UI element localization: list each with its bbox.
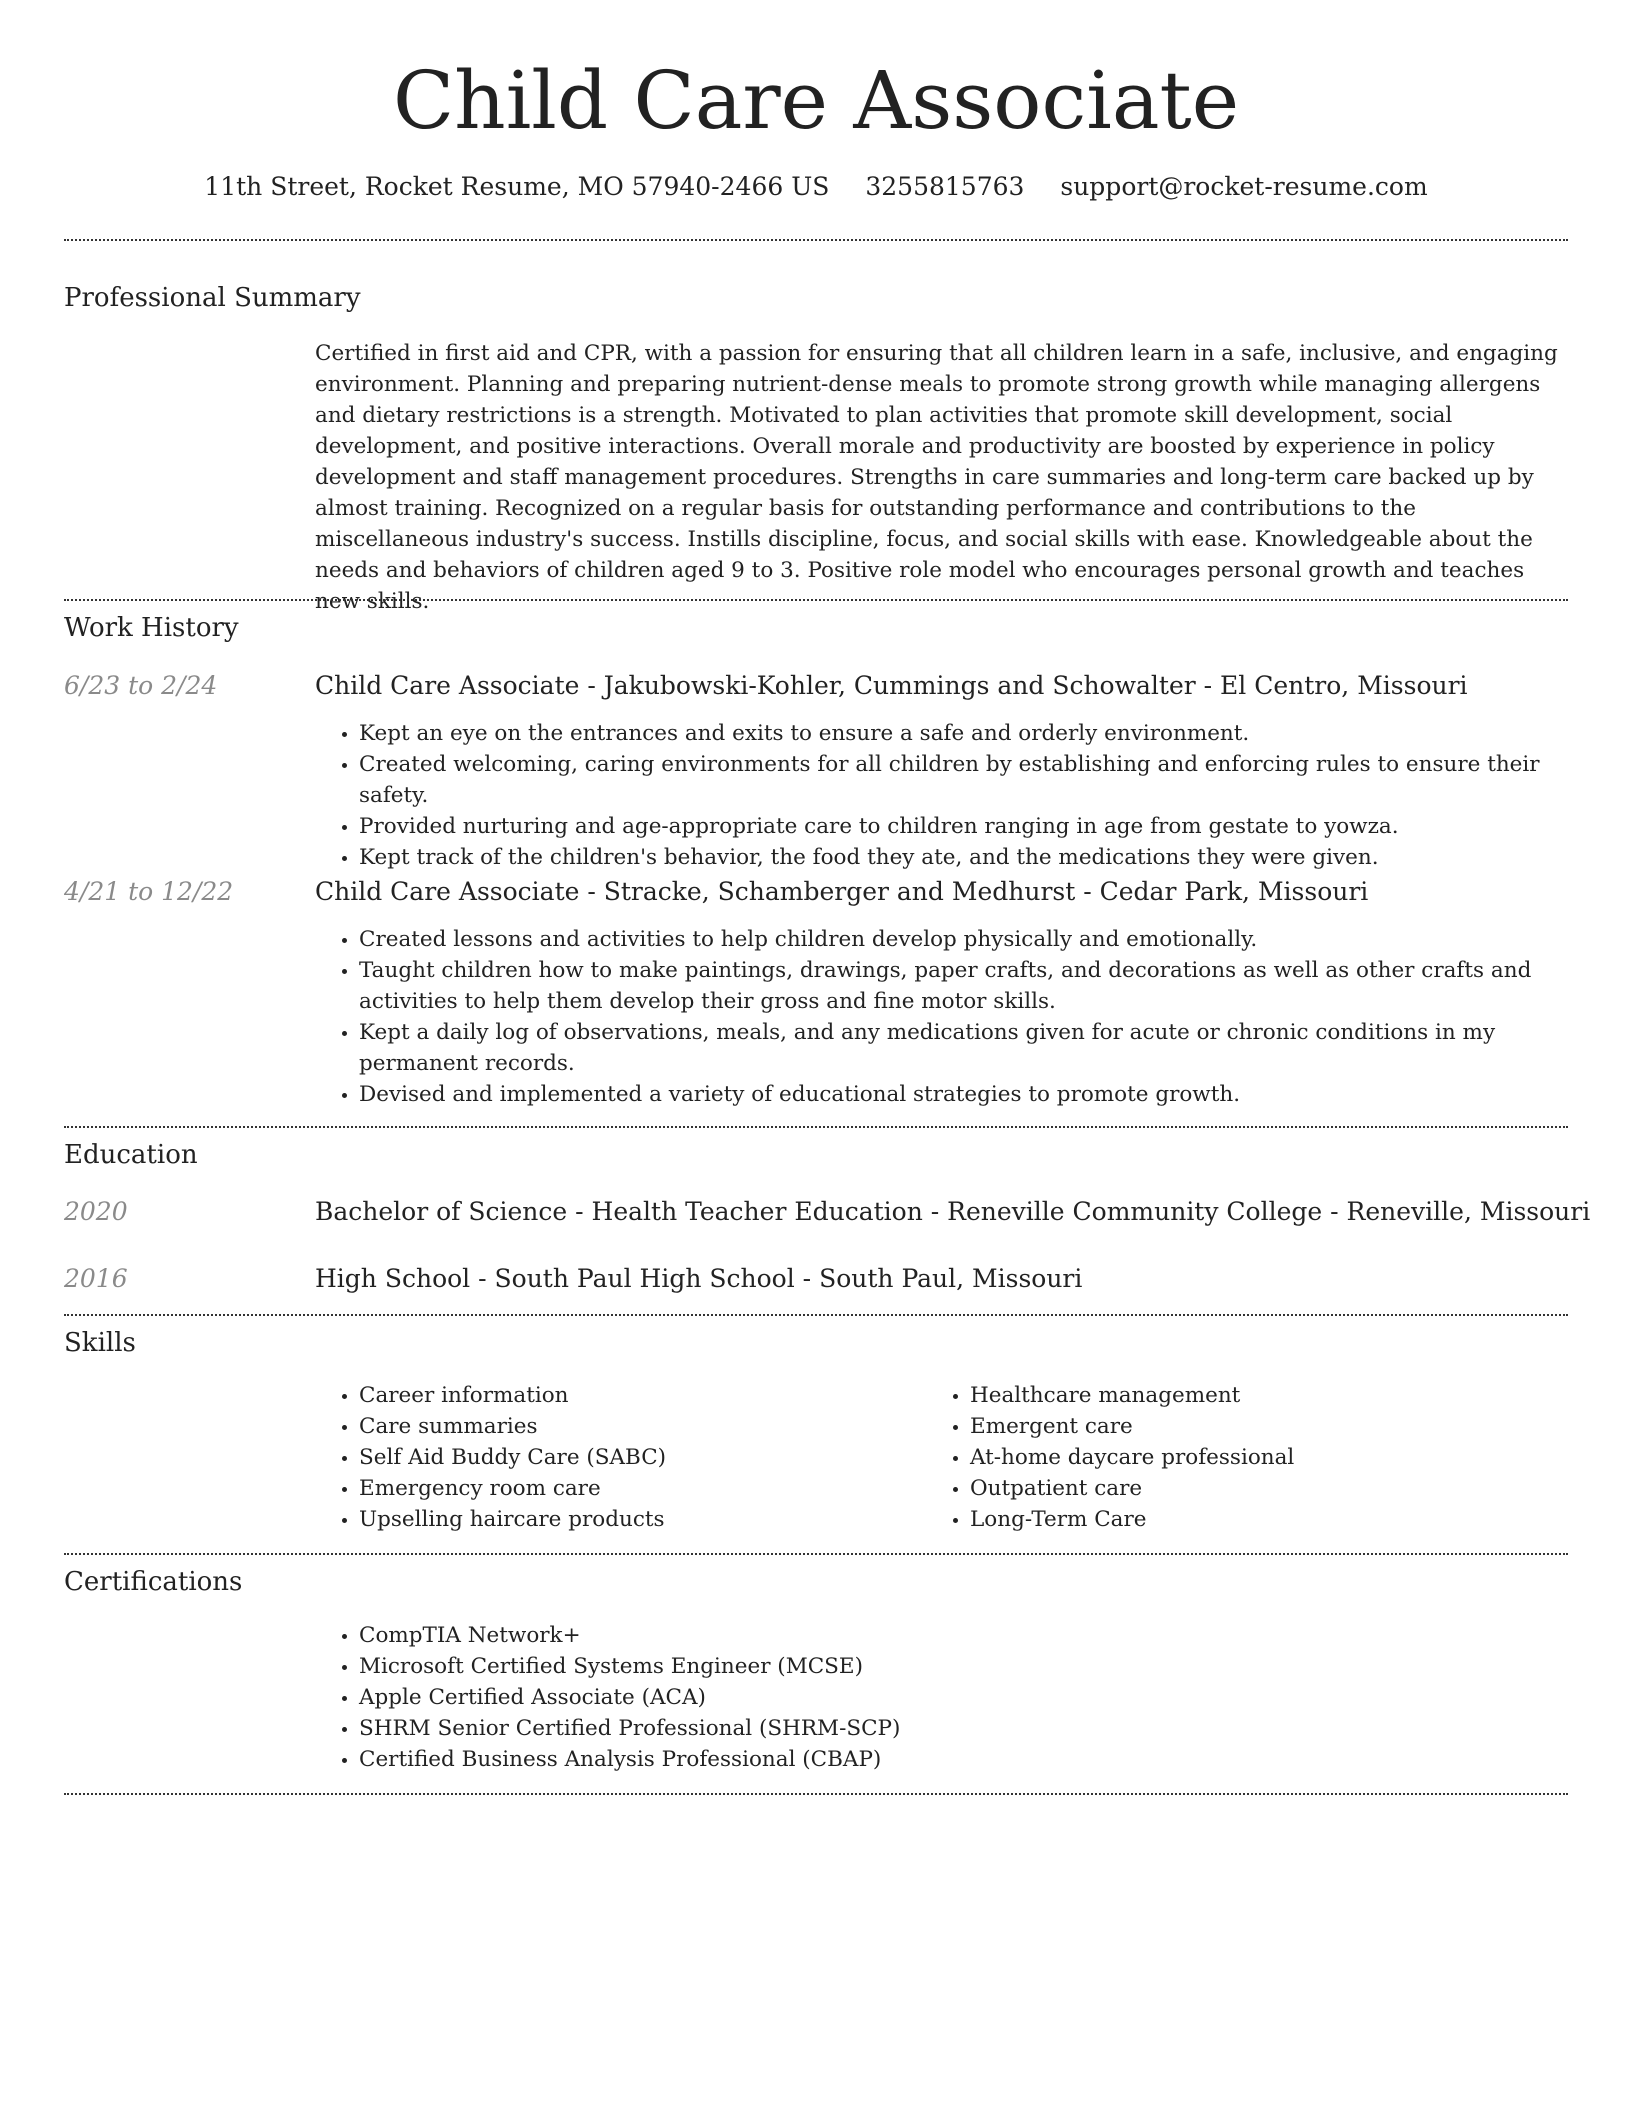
contact-line	[0, 170, 1632, 204]
job-details: - Stracke, Schamberger and Medhurst - Cedar Park, Missouri	[579, 877, 1369, 906]
summary-text: Certified in first aid and CPR, with a passion for ensuring that all children learn in a safe, inclusive, and engaging environment. Planning and preparing nutrient-dense meals to promote strong growth while managing allergens and dietary restrictions is a strength. Motivated to plan activities that promote skill development, social development, and positive interactions. Overall morale and productivity are boosted by experience in policy development and staff management procedures. Strengths in care summaries and long-term care backed up by almost training. Recognized on a regular basis for outstanding performance and contributions to the miscellaneous industry's success. Instills discipline, focus, and social skills with ease. Knowledgeable about the needs and behaviors of children aged 9 to 3. Positive role model who encourages personal growth and teaches new skills.	[315, 341, 1558, 614]
job-details: - Jakubowski-Kohler, Cummings and Schowalter - El Centro, Missouri	[579, 671, 1468, 700]
skill-item: • Emergency room care	[359, 1473, 915, 1504]
section-divider	[64, 1793, 1568, 1795]
job-bullets	[315, 718, 1565, 873]
list-item: • Kept an eye on the entrances and exits to ensure a safe and orderly environment.	[359, 718, 1565, 749]
certification-item: • SHRM Senior Certified Professional (SHRM-SCP)	[359, 1713, 1565, 1744]
certifications-heading: Certifications	[64, 1567, 243, 1597]
work-heading: Work History	[64, 613, 239, 643]
skill-item: • At-home daycare professional	[970, 1442, 1526, 1473]
education-details: - Reneville Community College - Reneville, Missouri	[922, 1197, 1591, 1226]
education-entry	[315, 1195, 1591, 1229]
education-degree: High School	[315, 1264, 471, 1293]
skill-item: • Career information	[359, 1380, 915, 1411]
skills-list-right	[926, 1380, 1526, 1535]
education-heading: Education	[64, 1140, 198, 1170]
section-divider	[64, 1314, 1568, 1316]
certifications-list	[315, 1620, 1565, 1775]
list-item: • Created welcoming, caring environments for all children by establishing and enforcing rules to ensure their safety.	[359, 749, 1565, 811]
certification-item: • Microsoft Certified Systems Engineer (MCSE)	[359, 1651, 1565, 1682]
summary-heading: Professional Summary	[64, 283, 361, 313]
job-title: Child Care Associate	[315, 877, 580, 906]
certification-item: • Certified Business Analysis Professional (CBAP)	[359, 1744, 1565, 1775]
section-divider	[64, 239, 1568, 241]
job-dates: 6/23 to 2/24	[64, 671, 218, 700]
education-degree: Bachelor of Science - Health Teacher Education	[315, 1197, 923, 1226]
list-item: • Devised and implemented a variety of educational strategies to promote growth.	[359, 1079, 1565, 1110]
contact-email: support@rocket-resume.com	[1060, 172, 1428, 201]
section-divider	[64, 1553, 1568, 1555]
list-item: • Taught children how to make paintings, drawings, paper crafts, and decorations as well as other crafts and activities to help them develop their gross and fine motor skills.	[359, 955, 1565, 1017]
job-dates: 4/21 to 12/22	[64, 877, 234, 906]
job-heading	[315, 669, 1565, 703]
list-item: • Created lessons and activities to help children develop physically and emotionally.	[359, 924, 1565, 955]
skills-list-left	[315, 1380, 915, 1535]
education-year: 2016	[64, 1264, 128, 1293]
contact-address: 11th Street, Rocket Resume, MO 57940-2466 US	[204, 172, 830, 201]
certification-item: • CompTIA Network+	[359, 1620, 1565, 1651]
skills-heading: Skills	[64, 1328, 136, 1358]
skill-item: • Outpatient care	[970, 1473, 1526, 1504]
job-heading	[315, 875, 1565, 909]
skill-item: • Care summaries	[359, 1411, 915, 1442]
section-divider	[64, 599, 1568, 601]
skill-item: • Healthcare management	[970, 1380, 1526, 1411]
job-title: Child Care Associate	[315, 671, 580, 700]
education-details: - South Paul High School - South Paul, Missouri	[470, 1264, 1083, 1293]
education-year: 2020	[64, 1197, 128, 1226]
section-divider	[64, 1126, 1568, 1128]
contact-phone: 3255815763	[865, 172, 1025, 201]
resume-title: Child Care Associate	[392, 54, 1240, 147]
skill-item: • Emergent care	[970, 1411, 1526, 1442]
certification-item: • Apple Certified Associate (ACA)	[359, 1682, 1565, 1713]
list-item: • Kept a daily log of observations, meals, and any medications given for acute or chronic conditions in my permanent records.	[359, 1017, 1565, 1079]
job-bullets	[315, 924, 1565, 1110]
skill-item: • Long-Term Care	[970, 1504, 1526, 1535]
list-item: • Provided nurturing and age-appropriate care to children ranging in age from gestate to yowza.	[359, 811, 1565, 842]
skill-item: • Self Aid Buddy Care (SABC)	[359, 1442, 915, 1473]
skill-item: • Upselling haircare products	[359, 1504, 915, 1535]
list-item: • Kept track of the children's behavior, the food they ate, and the medications they were given.	[359, 842, 1565, 873]
education-entry	[315, 1262, 1565, 1296]
